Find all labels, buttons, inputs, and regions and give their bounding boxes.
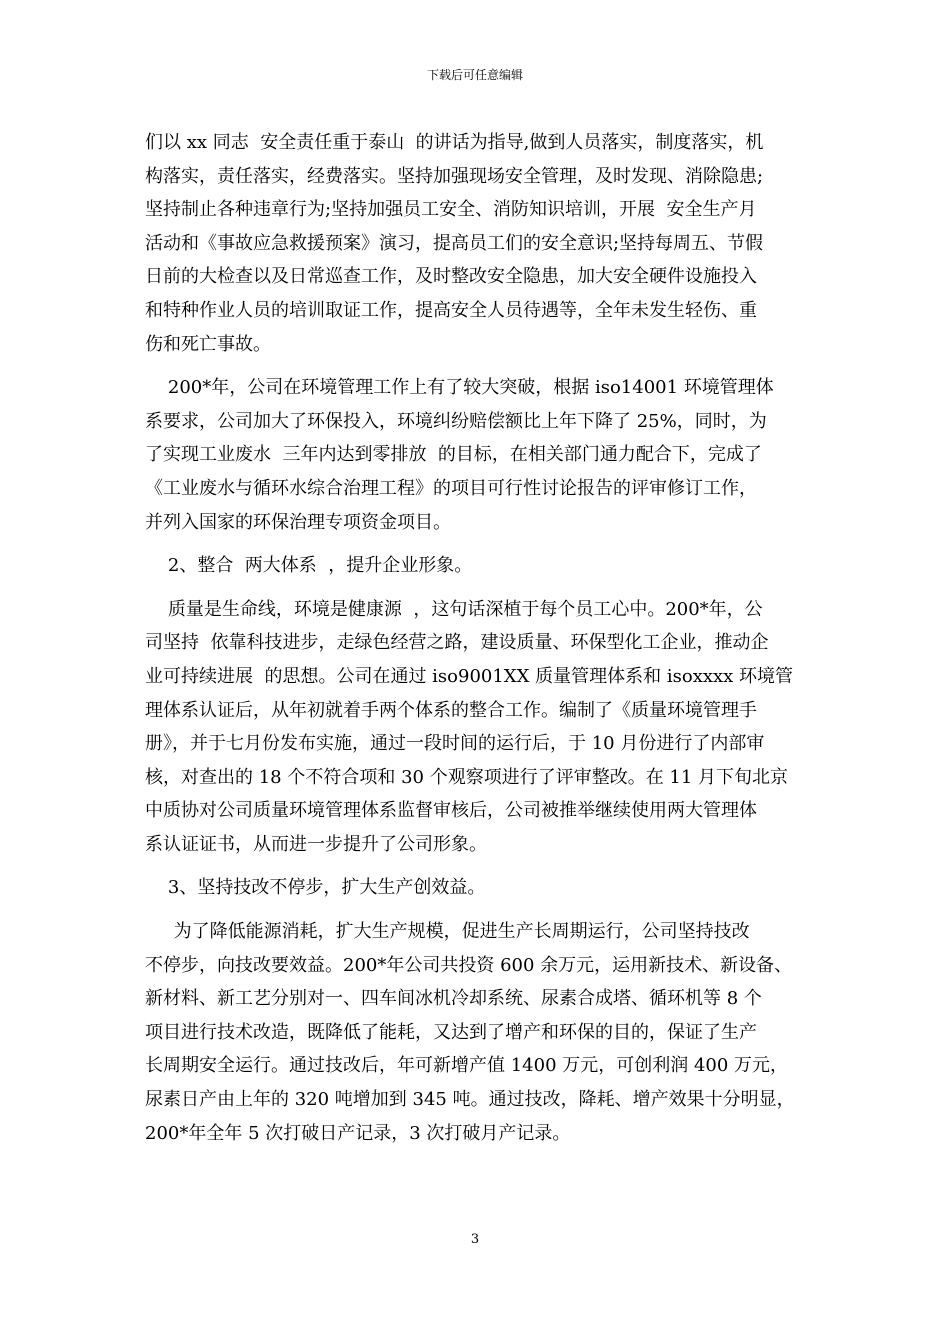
text-line: 司坚持 依靠科技进步，走绿色经营之路，建设质量、环保型化工企业，推动企 (145, 632, 769, 654)
text-line: 们以 xx 同志 安全责任重于泰山 的讲话为指导,做到人员落实，制度落实，机 (145, 132, 764, 153)
paragraph (145, 549, 817, 583)
paragraph (145, 915, 817, 1150)
text-line: 新材料、新工艺分别对一、四车间冰机冷却系统、尿素合成塔、循环机等 8 个 (145, 988, 762, 1010)
paragraph (145, 871, 817, 905)
text-line: 200*年，公司在环境管理工作上有了较大突破，根据 iso14001 环境管理体 (145, 377, 774, 399)
text-line: 不停步，向技改要效益。200*年公司共投资 600 余万元，运用新技术、新设备、 (145, 954, 793, 976)
text-line: 了实现工业废水 三年内达到零排放 的目标，在相关部门通力配合下，完成了 (145, 444, 762, 466)
text-line: 3、坚持技改不停步，扩大生产创效益。 (145, 877, 486, 899)
text-line: 理体系认证后，从年初就着手两个体系的整合工作。编制了《质量环境管理手 (145, 699, 757, 721)
text-line: 核，对查出的 18 个不符合项和 30 个观察项进行了评审整改。在 11 月下旬北京 (145, 766, 789, 788)
text-line: 为了降低能源消耗，扩大生产规模，促进生产长周期运行，公司坚持技改 (145, 921, 750, 943)
text-line: 尿素日产由上年的 320 吨增加到 345 吨。通过技改，降耗、增产效果十分明显， (145, 1089, 795, 1111)
text-line: 系认证证书，从而进一步提升了公司形象。 (145, 833, 487, 855)
document-body (145, 126, 817, 1150)
paragraph (145, 371, 817, 539)
text-line: 和特种作业人员的培训取证工作，提高安全人员待遇等，全年未发生轻伤、重 (145, 299, 757, 321)
text-line: 册》，并于七月份发布实施，通过一段时间的运行后，于 10 月份进行了内部审 (145, 733, 765, 755)
page-number: 3 (470, 1232, 480, 1247)
text-line: 200*年全年 5 次打破日产记录，3 次打破月产记录。 (145, 1122, 571, 1144)
text-line: 长周期安全运行。通过技改后，年可新增产值 1400 万元，可创利润 400 万元， (145, 1055, 789, 1077)
text-line: 伤和死亡事故。 (145, 333, 271, 355)
text-line: 业可持续进展 的思想。公司在通过 iso9001XX 质量管理体系和 isoxxxx 环境管 (145, 665, 794, 687)
text-line: 《工业废水与循环水综合治理工程》的项目可行性讨论报告的评审修订工作， (145, 477, 757, 499)
text-line: 中质协对公司质量环境管理体系监督审核后，公司被推举继续使用两大管理体 (145, 800, 757, 822)
text-line: 日前的大检查以及日常巡查工作，及时整改安全隐患，加大安全硬件设施投入 (145, 266, 757, 288)
text-line: 活动和《事故应急救援预案》演习，提高员工们的安全意识;坚持每周五、节假 (145, 232, 764, 254)
text-line: 坚持制止各种违章行为;坚持加强员工安全、消防知识培训，开展 安全生产月 (145, 199, 757, 221)
text-line: 系要求，公司加大了环保投入，环境纠纷赔偿额比上年下降了 25%，同时，为 (145, 410, 767, 432)
text-line: 质量是生命线，环境是健康源 ，这句话深植于每个员工心中。200*年，公 (145, 598, 763, 620)
text-line: 项目进行技术改造，既降低了能耗，又达到了增产和环保的目的，保证了生产 (145, 1021, 757, 1043)
text-line: 2、整合 两大体系 ，提升企业形象。 (145, 555, 473, 577)
text-line: 构落实，责任落实，经费落实。坚持加强现场安全管理，及时发现、消除隐患; (145, 165, 764, 187)
paragraph (145, 126, 817, 361)
paragraph (145, 593, 817, 862)
text-line: 并列入国家的环保治理专项资金项目。 (145, 511, 451, 533)
page-header: 下载后可任意编辑 (426, 68, 523, 82)
